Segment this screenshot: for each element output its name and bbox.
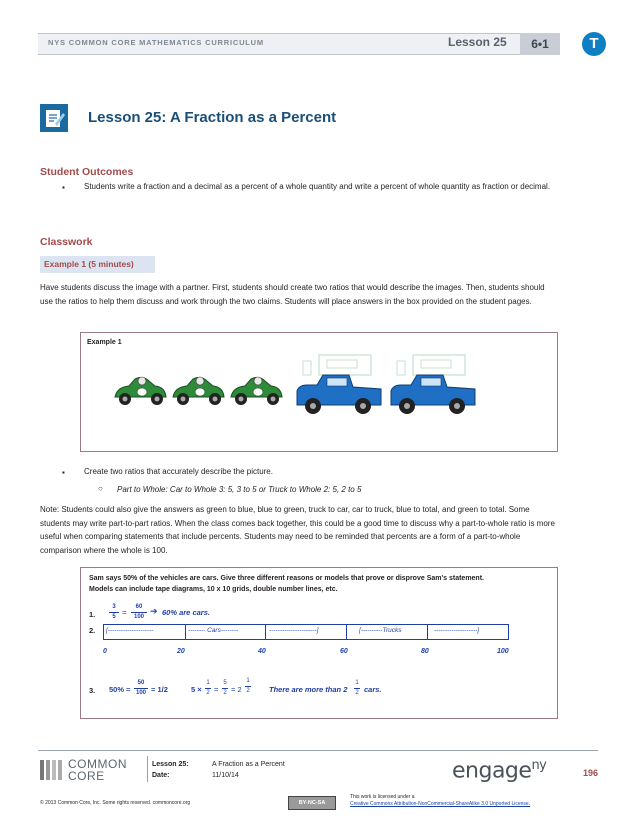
header-lesson: Lesson 25 (448, 35, 507, 49)
footer-divider (147, 756, 148, 782)
frac-denominator: 2 (206, 690, 210, 696)
percent-scale (103, 648, 511, 658)
answer-3-percent: 50% = (109, 685, 131, 694)
page-title: Lesson 25: A Fraction as a Percent (88, 109, 337, 126)
footer-lesson-label: Lesson 25: (152, 761, 189, 768)
tape-cars-label: -------- Cars-------- (188, 627, 239, 634)
frac-numerator: 1 (246, 678, 250, 684)
scale-tick-label: 80 (421, 648, 429, 655)
footer-lesson-value: A Fraction as a Percent (212, 761, 285, 768)
tape-segment: ----------------------] (269, 627, 319, 634)
frac-numerator: 1 (206, 680, 210, 686)
outcome-text: Students write a fraction and a decimal as a percent of a whole quantity and write a percent of whole quantity as fraction or decimal. (84, 182, 551, 191)
license-link[interactable]: Creative Commons Attribution-NonCommercial-ShareAlike 3.0 Unported License. (350, 801, 531, 807)
header-grade: 6•1 (520, 33, 560, 55)
answer-3-half: = 1/2 (151, 685, 168, 694)
answer-3-multiply: 5 × (191, 685, 202, 694)
outcomes-heading: Student Outcomes (40, 166, 134, 178)
license-text: This work is licensed under a (350, 794, 415, 800)
scale-tick-label: 60 (340, 648, 348, 655)
footer-rule (38, 750, 598, 751)
frac-denominator: 5 (112, 614, 116, 620)
bullet-part-to-whole: Part to Whole: Car to Whole 3: 5, 3 to 5 or Truck to Whole 2: 5, 2 to 5 (117, 485, 362, 494)
common-core-logo-text: COMMON CORE (68, 757, 127, 783)
page-number: 196 (583, 768, 599, 778)
blue-truck-icon (387, 351, 479, 417)
scale-tick-label: 40 (258, 648, 266, 655)
blue-truck-icon (293, 351, 385, 417)
equals-sign: = (122, 608, 127, 617)
answer-3-cars: cars. (364, 685, 382, 694)
green-car-icon (227, 373, 285, 409)
frac-denominator: 2 (223, 690, 227, 696)
example-box (80, 332, 558, 452)
green-car-icon (169, 373, 227, 409)
frac-numerator: 1 (355, 680, 359, 686)
cc-license-badge: BY-NC-SA (288, 796, 336, 810)
bullet-square: ▪ (62, 183, 65, 192)
tape-diagram (103, 624, 509, 640)
classwork-intro: Have students discuss the image with a partner. First, students should create two ratios that would describe the images. Then, students should use the ratios to help them discuss and work through the two claims. Students will place answers in the box provided on the student pages. (40, 283, 545, 306)
copyright: © 2013 Common Core, Inc. Some rights reserved. commoncore.org (40, 800, 191, 806)
frac-numerator: 3 (112, 604, 116, 610)
teacher-badge: T (582, 32, 606, 56)
item-number-2: 2. (89, 626, 96, 635)
example-label: Example 1 (5 minutes) (40, 256, 155, 273)
frac-denominator: 100 (133, 614, 144, 620)
fraction-bar (222, 688, 228, 689)
frac-numerator: 50 (137, 680, 145, 686)
frac-numerator: 60 (135, 604, 143, 610)
sam-box (80, 567, 558, 719)
classwork-heading: Classwork (40, 236, 93, 248)
sam-models-prompt: Models can include tape diagrams, 10 x 10 grids, double number lines, etc. (89, 586, 338, 593)
sam-prompt: Sam says 50% of the vehicles are cars. Give three different reasons or models that prove or disprove Sam's statement. (89, 575, 484, 582)
bullet-create-ratios: Create two ratios that accurately describe the picture. (84, 467, 273, 476)
engageny-logo: engage$^{ny}$ (452, 758, 547, 784)
frac-numerator: 5 (223, 680, 227, 686)
item-number-3: 3. (89, 686, 96, 695)
example-box-label: Example 1 (87, 339, 122, 346)
mixed-number-whole: = 2 (231, 685, 242, 694)
fraction-bar (131, 612, 147, 613)
tape-segment: --------------------] (434, 627, 480, 634)
footer-date-value: 11/10/14 (212, 772, 239, 779)
item-number-1: 1. (89, 610, 96, 619)
common-core-logo-icon (40, 760, 60, 780)
curriculum-title: NYS COMMON CORE MATHEMATICS CURRICULUM (48, 38, 264, 47)
frac-denominator: 2 (246, 688, 250, 694)
footer-date-label: Date: (152, 772, 170, 779)
green-car-icon (111, 373, 169, 409)
fraction-bar (109, 612, 119, 613)
sub-bullet-circle: ○ (98, 484, 103, 493)
fraction-bar (134, 688, 148, 689)
answer-3-text: There are more than 2 (269, 685, 348, 694)
fraction-bar (354, 688, 360, 689)
bullet-square: ▪ (62, 468, 65, 477)
tape-segment: [--------------------- (106, 627, 154, 634)
scale-tick-label: 0 (103, 648, 107, 655)
frac-denominator: 100 (135, 690, 146, 696)
frac-denominator: 2 (355, 690, 359, 696)
tape-trucks-label: [----------Trucks (359, 627, 402, 634)
fraction-bar (245, 686, 251, 687)
equals-sign: = (214, 685, 219, 694)
answer-1: 60% are cars. (162, 608, 210, 617)
arrow-right-icon: ➔ (150, 606, 158, 616)
scale-tick-label: 20 (177, 648, 185, 655)
lesson-notebook-icon (40, 104, 68, 132)
fraction-bar (205, 688, 211, 689)
scale-tick-label: 100 (497, 648, 509, 655)
teacher-note: Note: Students could also give the answers as green to blue, blue to green, truck to car, car to truck, blue to total, and green to total. Some students may write part-to-part ratios. When the class comes back together, this could be a good time to discuss why a part-to-whole ratio is more useful when comparing statements that include percents. Students may need to be reminded that percents are a form of a part-to-whole comparison where the whole is 100. (40, 505, 555, 555)
